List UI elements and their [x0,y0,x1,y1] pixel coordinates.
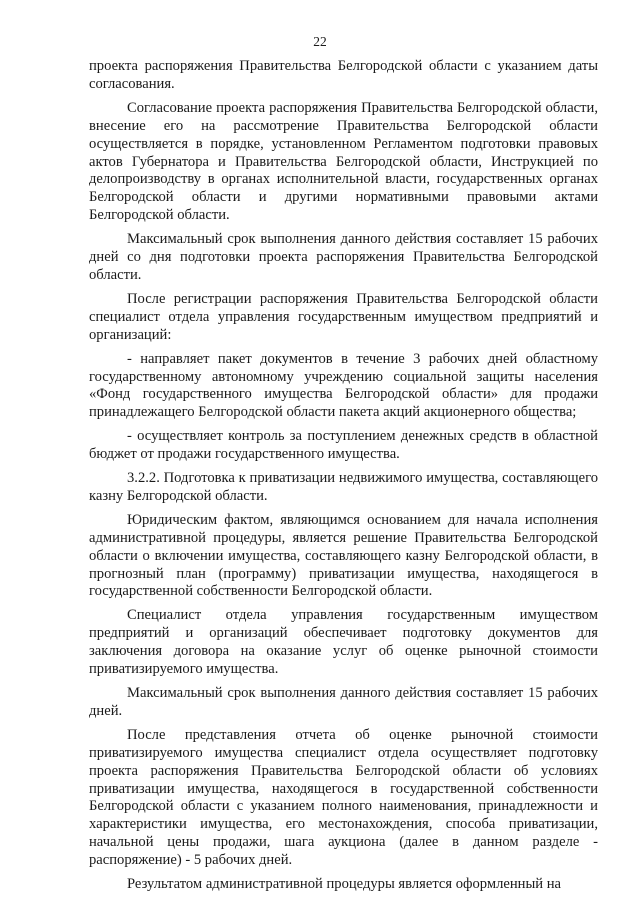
page-number: 22 [313,34,327,49]
paragraph-after-registration: После регистрации распоряжения Правительства Белгородской области специалист отдела управления государственным имуществом предприятий и организаций: [89,290,598,343]
document-body [89,58,598,900]
paragraph-after-valuation-report: После представления отчета об оценке рыночной стоимости приватизируемого имущества специалист отдела осуществляет подготовку проекта распоряжения Правительства Белгородской области об условиях приватизации имущества, находящегося в государственной собственности Белгородской области с указанием полного наименования, принадлежности и характеристики имущества, его местонахождения, способа приватизации, начальной цены продажи, шага аукциона (далее в данном разделе - распоряжение) - 5 рабочих дней. [89,726,598,869]
paragraph-specialist-prepares: Специалист отдела управления государственным имуществом предприятий и организаций обеспечивает подготовку документов для заключения договора на оказание услуг об оценке рыночной стоимости приватизируемого имущества. [89,607,598,678]
section-heading-3-2-2: 3.2.2. Подготовка к приватизации недвижимого имущества, составляющего казну Белгородской области. [89,470,598,504]
paragraph-approval-procedure: Согласование проекта распоряжения Правительства Белгородской области, внесение его на рассмотрение Правительства Белгородской области осуществляется в порядке, установленном Регламентом подготовки правовых актов Губернатора и Правительства Белгородской области, Инструкцией по делопроизводству в органах исполнительной власти, государственных органах Белгородской области и другими нормативными правовыми актами Белгородской области. [89,99,598,224]
paragraph-max-term-15-days: Максимальный срок выполнения данного действия составляет 15 рабочих дней со дня подготовки проекта распоряжения Правительства Белгородской области. [89,231,598,283]
paragraph-continuation: проекта распоряжения Правительства Белгородской области с указанием даты согласования. [89,58,598,92]
list-item-send-documents: - направляет пакет документов в течение 3 рабочих дней областному государственному автономному учреждению социальной защиты населения «Фонд государственного имущества Белгородской области» для продажи принадлежащего Белгородской области пакета акций акционерного общества; [89,350,598,421]
paragraph-result: Результатом административной процедуры является оформленный на [127,876,561,893]
paragraph-max-term-15-working-days: Максимальный срок выполнения данного действия составляет 15 рабочих дней. [89,685,598,719]
paragraph-legal-fact: Юридическим фактом, являющимся основанием для начала исполнения административной процедуры, является решение Правительства Белгородской области о включении имущества, составляющего казну Белгородской области, в прогнозный план (программу) приватизации имущества, находящегося в государственной собственности Белгородской области. [89,511,598,600]
list-item-control-funds: - осуществляет контроль за поступлением денежных средств в областной бюджет от продажи государственного имущества. [89,428,598,463]
